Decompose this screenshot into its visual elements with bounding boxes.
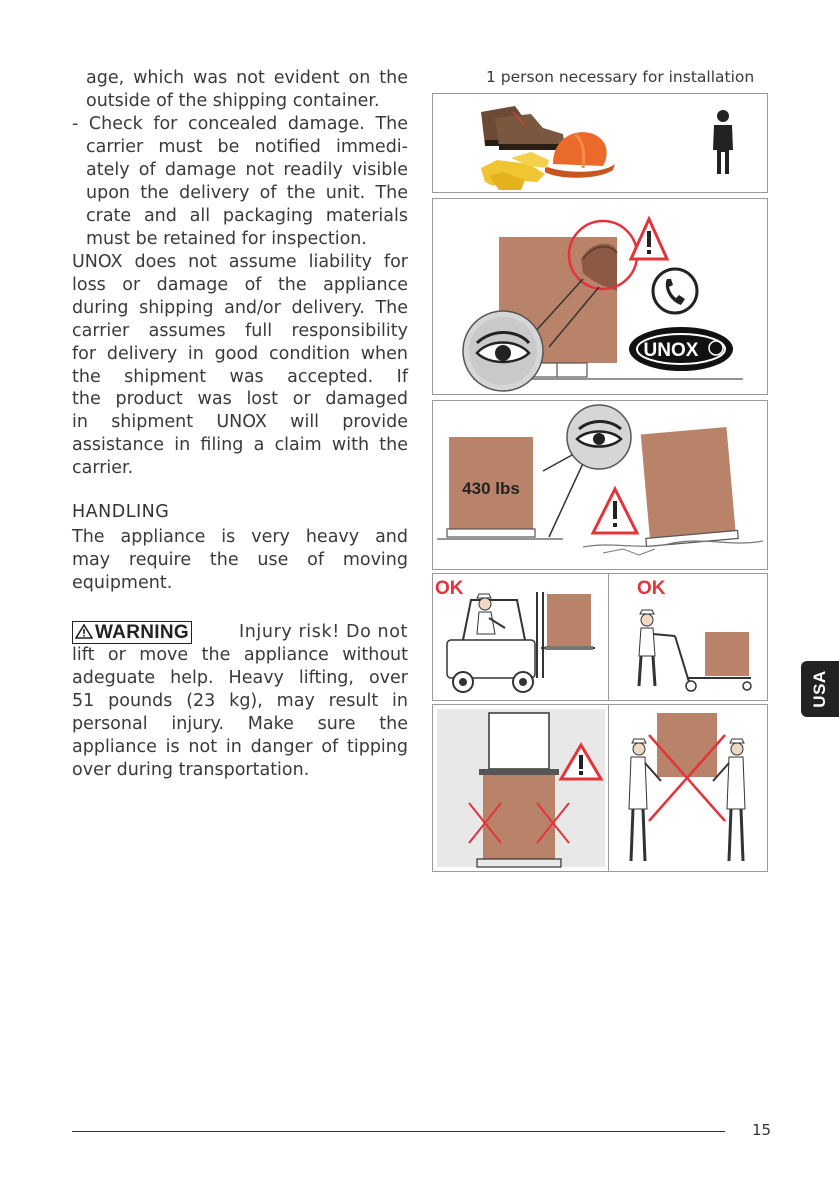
page-number: 15 [752,1121,772,1139]
text-line: the product was lost or damaged [72,389,408,410]
text-line: the shipment was accepted. If [72,366,408,387]
text-line: for delivery in good condition when [72,343,408,364]
tilted-crate-box [641,427,736,538]
worker-figure-left [629,739,661,861]
text-line: age, which was not evident on the [86,68,408,88]
eye-magnifier-icon [463,311,543,391]
language-tab-label: USA [810,670,829,708]
crate-box [483,769,555,859]
text-line: appliance is not in danger of tipping [72,736,408,757]
bullet-line: must be retained for inspection. [86,228,367,249]
warning-first-line [72,621,408,644]
weight-tilt-panel [432,400,768,570]
language-tab [801,661,839,717]
pallet-jack-ok-panel [608,573,768,701]
bullet-line: crate and all packaging materials [86,205,408,226]
text-line: carrier assumes full responsibility [72,320,408,341]
ok-label: OK [637,578,666,599]
eye-magnifier-icon [567,405,631,469]
warning-badge: WARNING [72,621,192,644]
ppe-panel [432,93,768,193]
no-manual-lift-panel [608,704,768,872]
text-line: outside of the shipping container. [86,90,380,111]
text-line: equipment. [72,572,173,593]
text-line: adeguate help. Heavy lifting, over [72,667,408,688]
gloves-icon [481,152,549,190]
no-stacking-panel [432,704,610,872]
phone-icon [653,269,697,313]
bullet-line: carrier must be notified immedi- [86,136,408,157]
forklift-ok-panel [432,573,610,701]
text-line: 51 pounds (23 kg), may result in [72,690,408,711]
text-line: during shipping and/or delivery. The [72,297,408,318]
warning-paragraph [72,621,408,781]
footer-rule [72,1131,725,1132]
intro-paragraph [86,67,408,113]
inspect-damage-panel [432,198,768,395]
bullet-line: ately of damage not readily visible [86,159,408,180]
liability-paragraph [72,251,408,480]
weight-label: 430 lbs [462,479,520,498]
concealed-damage-bullet [72,113,408,250]
text-line: assistance in filing a claim with the [72,435,408,456]
person-icon [713,110,733,174]
warning-triangle-icon [75,624,93,639]
warning-triangle-icon [631,219,667,259]
text-line: may require the use of moving [72,549,408,570]
worker-figure-right [713,739,745,861]
text-line: The appliance is very heavy and [72,527,408,547]
svg-text:UNOX: UNOX [643,340,699,361]
text-line: loss or damage of the appliance [72,274,408,295]
text-line: UNOX does not assume liability for [72,252,408,272]
text-line: over during transportation. [72,759,310,780]
installation-caption: 1 person necessary for installation [486,68,755,86]
crate-box [705,632,749,676]
text-line: in shipment UNOX will provide [72,412,408,433]
boots-icon [481,106,565,150]
crate-box [657,713,717,777]
warning-first-line-text: Injury risk! Do not [238,622,408,643]
ok-label: OK [435,578,464,599]
text-line: lift or move the appliance without [72,645,408,665]
worker-figure [639,610,675,686]
bullet-line: - Check for concealed damage. The [72,114,408,134]
text-line: personal injury. Make sure the [72,713,408,734]
crate-box [547,594,591,646]
unox-logo [629,327,733,371]
bullet-line: upon the delivery of the unit. The [86,182,408,203]
handling-heading: HANDLING [72,502,170,522]
handling-paragraph [72,526,408,595]
warning-triangle-icon [593,489,637,533]
text-line: carrier. [72,458,134,479]
